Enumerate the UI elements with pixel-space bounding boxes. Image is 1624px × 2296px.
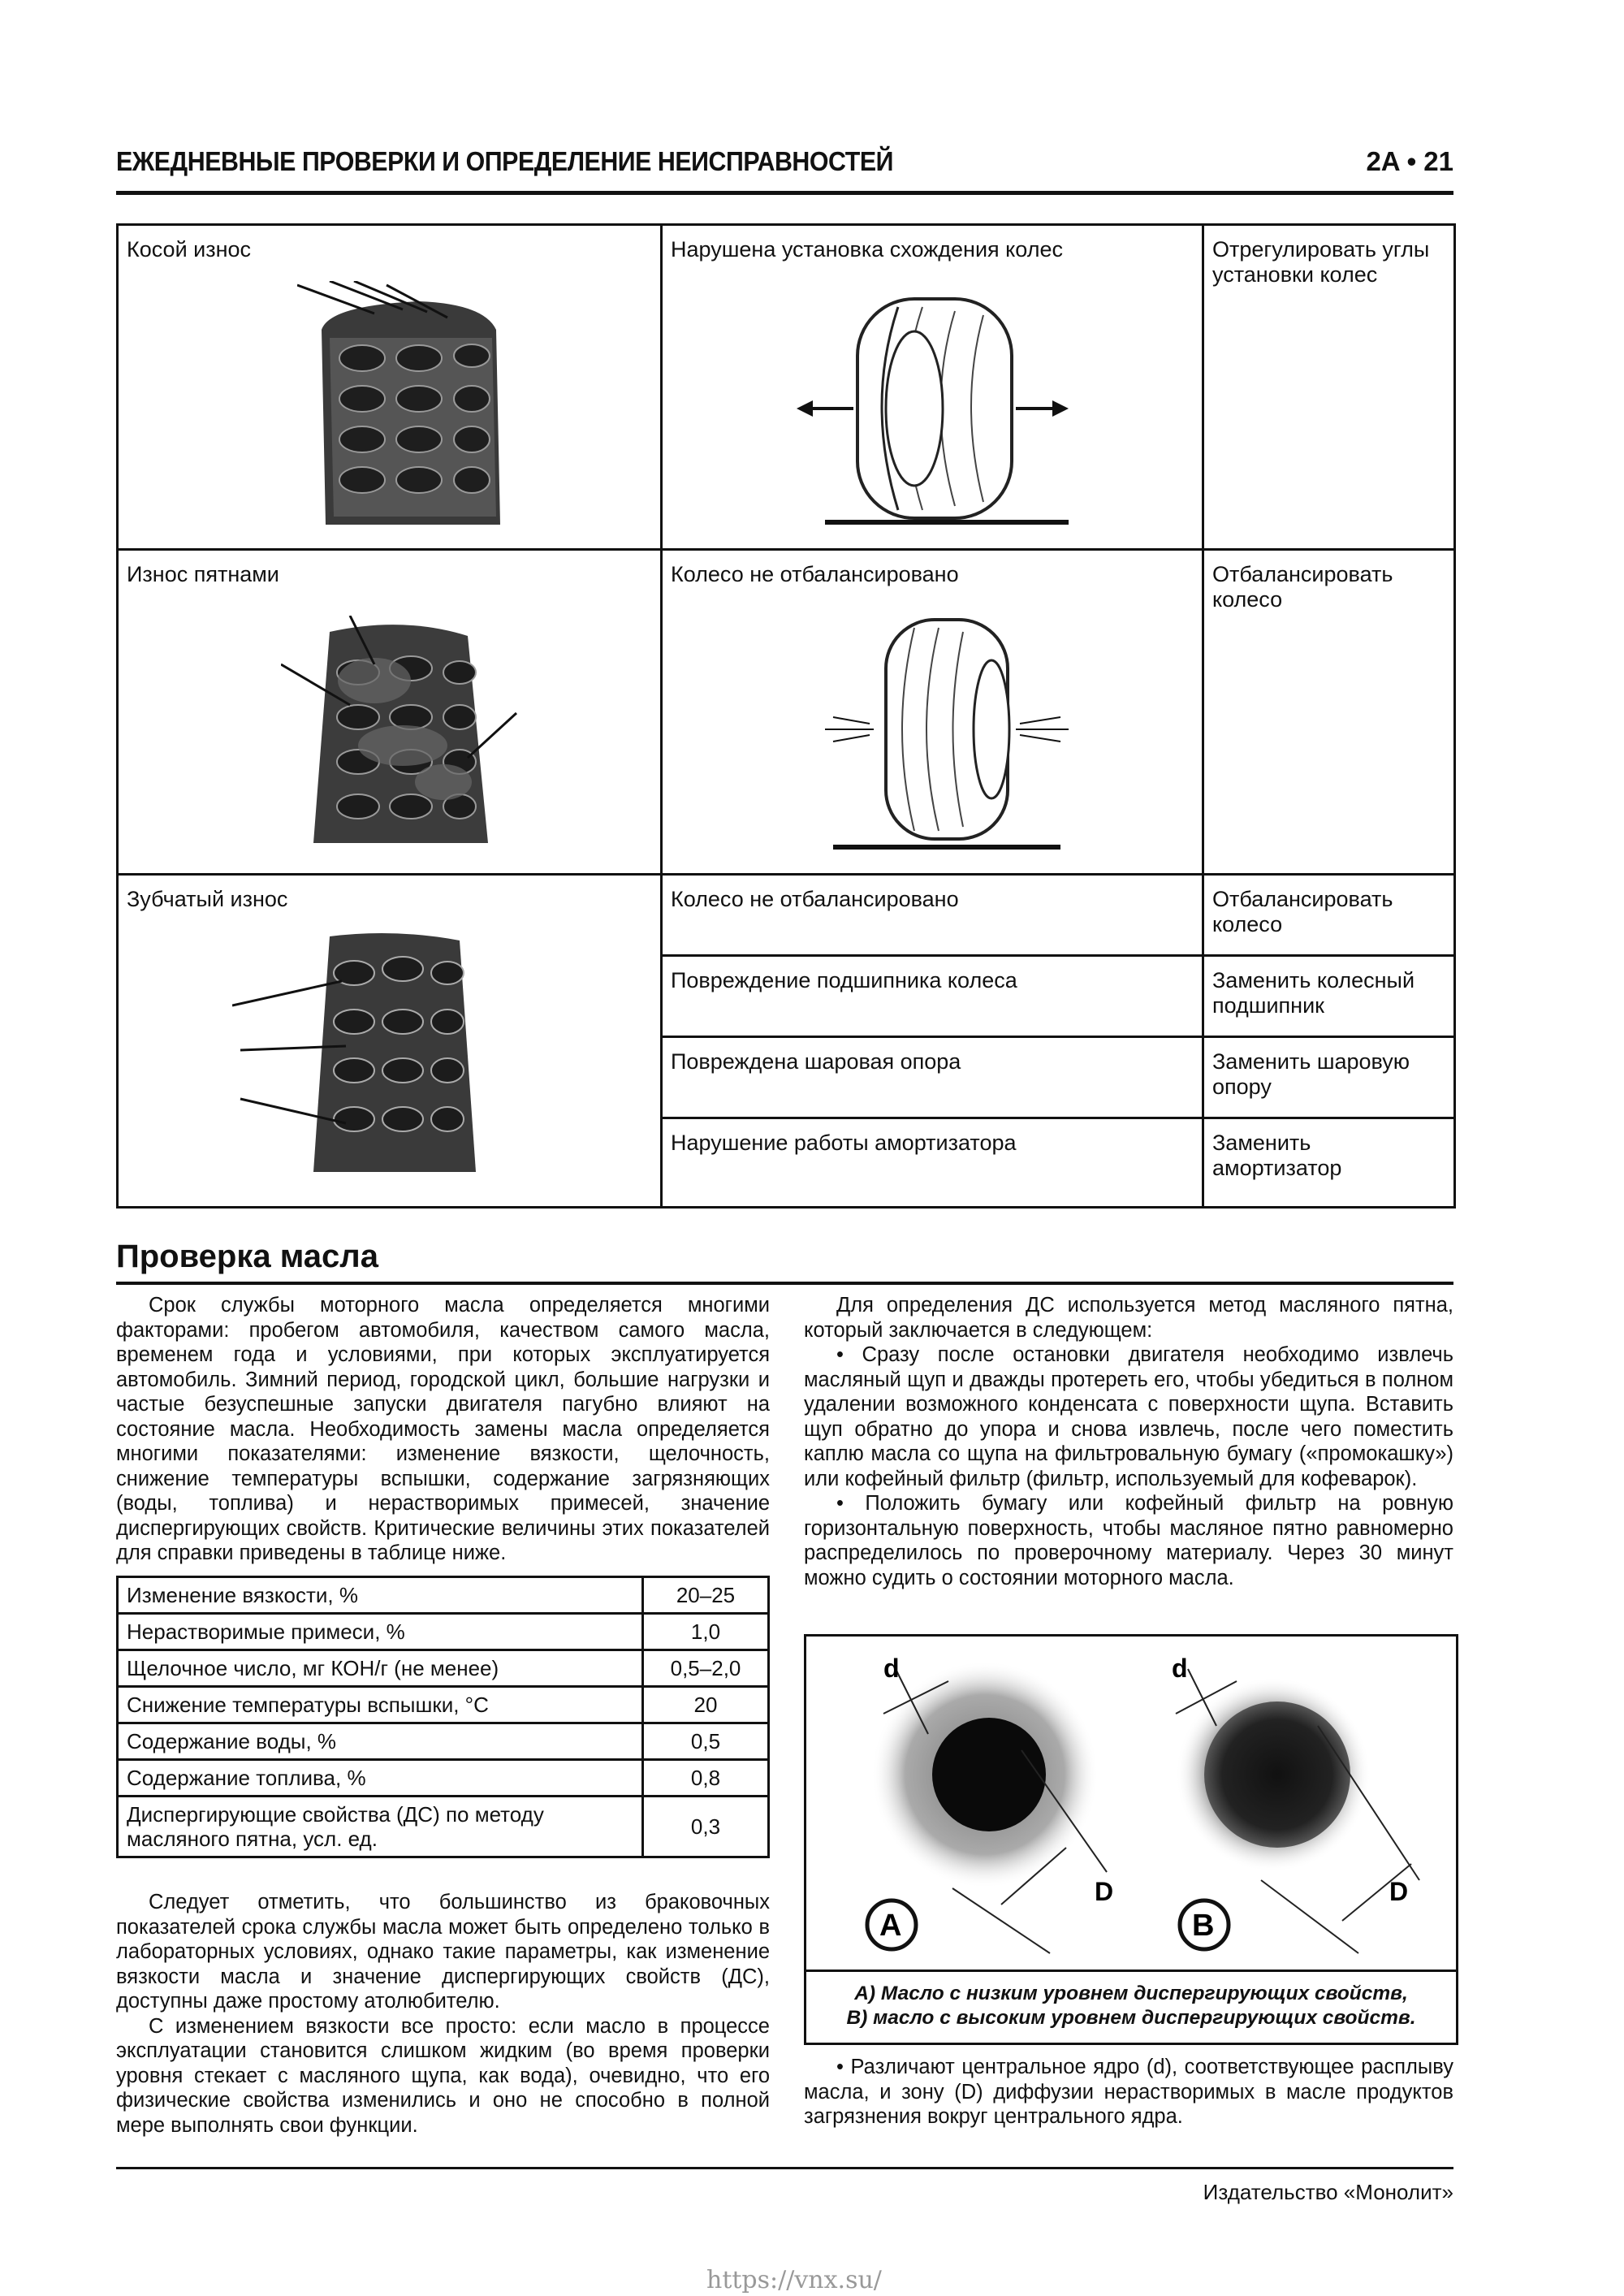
symptom-cell: [118, 550, 662, 875]
cause-label: Повреждение подшипника колеса: [671, 968, 1017, 992]
page-header: [116, 146, 1453, 180]
oblique-wear-tire-image: [297, 281, 541, 533]
param-name: Щелочное число, мг КОН/г (не менее): [118, 1650, 643, 1687]
symptom-label: Износ пятнами: [127, 562, 279, 586]
label-b: B: [1192, 1909, 1215, 1943]
feathered-wear-tire-image: [232, 928, 525, 1180]
param-value: 0,5–2,0: [643, 1650, 769, 1687]
paragraph: • Положить бумагу или кофейный фильтр на ровную горизонтальную поверхность, чтобы масляное пятно равномерно распределилось по проверочному материалу. Через 30 минут можно судить о состоянии моторного масла.: [804, 1492, 1453, 1589]
fix-cell: [1203, 1118, 1455, 1208]
left-column-intro: [116, 1293, 770, 1566]
param-value: 20–25: [643, 1577, 769, 1614]
param-value: 0,5: [643, 1723, 769, 1760]
dim-label-d: d: [883, 1654, 900, 1683]
symptom-label: Зубчатый износ: [127, 887, 288, 911]
label-a: A: [879, 1909, 902, 1943]
param-value: 0,8: [643, 1760, 769, 1797]
page-title: ЕЖЕДНЕВНЫЕ ПРОВЕРКИ И ОПРЕДЕЛЕНИЕ НЕИСПРАВНОСТЕЙ: [116, 146, 893, 176]
left-column-body: [116, 1890, 770, 2138]
symptom-cell: [118, 225, 662, 550]
spot-wear-tire-image: [281, 616, 525, 851]
watermark-link[interactable]: https://vnx.su/: [706, 2266, 882, 2294]
table-row: [118, 1723, 769, 1760]
cause-label: Повреждена шаровая опора: [671, 1049, 961, 1074]
param-name: Содержание воды, %: [118, 1723, 643, 1760]
fix-cell: [1203, 875, 1455, 956]
paragraph: С изменением вязкости все просто: если масло в процессе эксплуатации становится слишком жидким (во время проверки уровня стекает с масляного щупа, как вода), очевидно, что его физические свойства изменились и оно не способно в полной мере выполнять свои функции.: [116, 2014, 770, 2137]
cause-cell: [662, 550, 1203, 875]
fix-label: Отбалансировать колесо: [1212, 562, 1393, 612]
core-b: [1204, 1701, 1350, 1848]
cause-label: Колесо не отбалансировано: [671, 887, 959, 911]
right-column-body: [804, 2055, 1453, 2130]
cause-label: Колесо не отбалансировано: [671, 562, 959, 586]
paragraph: Срок службы моторного масла определяется многими факторами: пробегом автомобиля, качеством самого масла, временем года и условиями, при которых эксплуатируется автомобиль. Зимний период, городской цикл, большие нагрузки и частые безуспешные запуски двигателя пагубно влияют на состояние масла. Необходимость замены масла определяется многими показателями: изменение вязкости, щелочность, снижение температуры вспышки, содержание загрязняющих (воды, топлива) и нерастворимых примесей, значение диспергирующих свойств. Критические величины этих показателей для справки приведены в таблице ниже.: [116, 1294, 770, 1564]
core-a: [932, 1718, 1046, 1831]
fix-label: Заменить колесный подшипник: [1212, 968, 1415, 1018]
table-row: [118, 1650, 769, 1687]
dim-label-d: d: [1172, 1654, 1188, 1683]
right-column-intro: [804, 1293, 1453, 1590]
footer-divider: [116, 2167, 1453, 2169]
oil-spot-illustration: [806, 1637, 1456, 1978]
cause-cell: [662, 1037, 1203, 1118]
fix-cell: [1203, 550, 1455, 875]
param-name: Нерастворимые примеси, %: [118, 1614, 643, 1650]
symptom-cell: [118, 875, 662, 1208]
paragraph: • Сразу после остановки двигателя необходимо извлечь масляный щуп и дважды протереть его, чтобы убедиться в полном удалении возможного конденсата с поверхности щупа. Вставить щуп обратно до упора и снова извлечь, после чего поместить каплю масла со щупа на фильтровальную бумагу («промокашку») или кофейный фильтр (фильтр, используемый для кофеварок).: [804, 1343, 1453, 1490]
page-number: 2A • 21: [1366, 146, 1453, 176]
dim-label-D: D: [1095, 1877, 1114, 1906]
fix-cell: [1203, 1037, 1455, 1118]
caption-line: В) масло с высоким уровнем диспергирующих свойств.: [846, 2007, 1416, 2029]
cause-cell: [662, 956, 1203, 1037]
header-divider: [116, 191, 1453, 195]
param-name: Снижение температуры вспышки, °С: [118, 1687, 643, 1723]
caption-line: А) Масло с низким уровнем диспергирующих свойств,: [854, 1983, 1408, 2004]
figure-caption: [814, 1982, 1448, 2030]
param-value: 20: [643, 1687, 769, 1723]
cause-label: Нарушена установка схождения колес: [671, 237, 1063, 262]
tire-wear-table: [116, 223, 1456, 1209]
fix-label: Отбалансировать колесо: [1212, 887, 1393, 936]
publisher: Издательство «Монолит»: [1203, 2180, 1453, 2204]
param-value: 0,3: [643, 1797, 769, 1857]
fix-label: Заменить амортизатор: [1212, 1131, 1342, 1180]
section-divider: [116, 1282, 1453, 1285]
cause-cell: [662, 1118, 1203, 1208]
symptom-label: Косой износ: [127, 237, 252, 262]
param-name: Изменение вязкости, %: [118, 1577, 643, 1614]
cause-cell: [662, 875, 1203, 956]
table-row: [118, 1614, 769, 1650]
cause-cell: [662, 225, 1203, 550]
table-row: [118, 1577, 769, 1614]
paragraph: Для определения ДС используется метод масляного пятна, который заключается в следующем:: [804, 1294, 1453, 1342]
paragraph: Следует отметить, что большинство из браковочных показателей срока службы масла может быть определено только в лабораторных условиях, однако такие параметры, как изменение вязкости масла и значение диспергирующих свойств (ДС), доступны даже простому атолюбителю.: [116, 1891, 770, 2013]
unbalanced-wheel-image: [809, 612, 1085, 863]
table-row: [118, 1760, 769, 1797]
param-value: 1,0: [643, 1614, 769, 1650]
table-row: [118, 1687, 769, 1723]
section-title: Проверка масла: [116, 1239, 378, 1274]
toe-misalignment-wheel-image: [776, 275, 1117, 543]
fix-label: Отрегулировать углы установки колес: [1212, 237, 1430, 287]
table-row: [118, 1797, 769, 1857]
fix-cell: [1203, 225, 1455, 550]
fix-label: Заменить шаровую опору: [1212, 1049, 1410, 1099]
param-name: Содержание топлива, %: [118, 1760, 643, 1797]
figure-divider: [806, 1970, 1456, 1972]
cause-label: Нарушение работы амортизатора: [671, 1131, 1017, 1155]
oil-spot-figure: [804, 1634, 1458, 2045]
oil-params-table: [116, 1576, 770, 1858]
param-name: Диспергирующие свойства (ДС) по методу масляного пятна, усл. ед.: [118, 1797, 643, 1857]
dim-label-D: D: [1389, 1877, 1409, 1906]
paragraph: • Различают центральное ядро (d), соответствующее расплыву масла, и зону (D) диффузии нерастворимых в масле продуктов загрязнения вокруг центрального ядра.: [804, 2056, 1453, 2128]
fix-cell: [1203, 956, 1455, 1037]
